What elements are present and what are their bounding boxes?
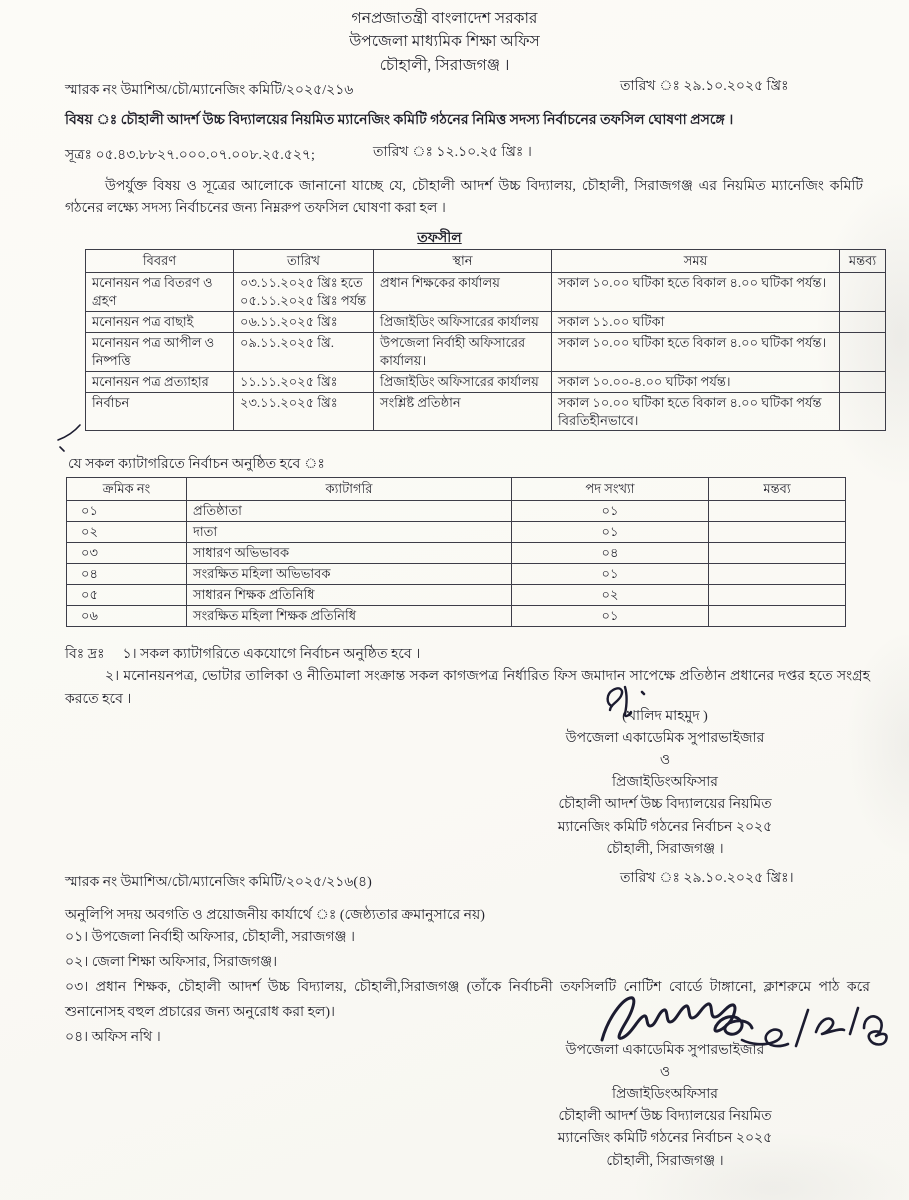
table-cell: ০২ bbox=[67, 521, 187, 542]
table-cell: প্রিজাইডিং অফিসারের কার্যালয় bbox=[374, 311, 552, 332]
table-cell: সংশ্লিষ্ট প্রতিষ্ঠান bbox=[374, 392, 552, 431]
category-table-header-row bbox=[67, 478, 846, 501]
table-cell: ০১ bbox=[512, 605, 709, 626]
table-cell: ০১ bbox=[67, 500, 187, 521]
column-header: ক্রমিক নং bbox=[67, 478, 187, 501]
letterhead-line-office: উপজেলা মাধ্যমিক শিক্ষা অফিস bbox=[349, 33, 540, 51]
signatory-title-line: চৌহালী, সিরাজগঞ্জ । bbox=[606, 841, 724, 857]
table-cell: ২৩.১১.২০২৫ খ্রিঃ bbox=[234, 392, 374, 431]
table-row bbox=[67, 584, 846, 605]
table-cell: সকাল ১০.০০-৪.০০ ঘটিকা পর্যন্ত। bbox=[552, 371, 840, 392]
table-cell: ০৯.১১.২০২৫ খ্রি. bbox=[234, 332, 374, 371]
schedule-table-header-row bbox=[86, 250, 886, 273]
signatory-title-line: ও bbox=[659, 1065, 671, 1081]
reference-date: তারিখ ঃ ১২.১০.২৫ খ্রিঃ । bbox=[373, 145, 532, 160]
table-cell: সংরক্ষিত মহিলা শিক্ষক প্রতিনিধি bbox=[187, 605, 512, 626]
table-row bbox=[86, 392, 886, 431]
column-header: স্থান bbox=[374, 250, 552, 273]
table-cell bbox=[840, 272, 886, 311]
body-paragraph: উপর্যুক্ত বিষয় ও সূত্রের আলোকে জানানো যাচ্ছে যে, চৌহালী আদর্শ উচ্চ বিদ্যালয়, চৌহালী, সিরাজগঞ্জ এর নিয়মিত ম্যানেজিং কমিটি গঠনের লক্ষ্যে সদস্য নির্বাচনের জন্য নিম্নরুপ তফসিল ঘোষণা করা হল । bbox=[65, 179, 863, 216]
schedule-table-title: তফসীল bbox=[417, 231, 462, 246]
column-header: তারিখ bbox=[234, 250, 374, 273]
schedule-table bbox=[85, 249, 886, 431]
table-cell: ০১ bbox=[512, 521, 709, 542]
table-cell bbox=[709, 605, 846, 626]
table-cell: ০২ bbox=[512, 584, 709, 605]
table-cell: সকাল ১০.০০ ঘটিকা হতে বিকাল ৪.০০ ঘটিকা পর্যন্ত বিরতিহীনভাবে। bbox=[552, 392, 840, 431]
table-cell bbox=[840, 311, 886, 332]
table-cell: মনোনয়ন পত্র আপীল ও নিষ্পত্তি bbox=[86, 332, 234, 371]
memo-number-1: স্মারক নং উমাশিঅ/চৌ/ম্যানেজিং কমিটি/২০২৫/২১৬ bbox=[65, 83, 354, 98]
table-row bbox=[86, 371, 886, 392]
column-header: মন্তব্য bbox=[709, 478, 846, 501]
table-cell: মনোনয়ন পত্র প্রত্যাহার bbox=[86, 371, 234, 392]
table-cell bbox=[840, 332, 886, 371]
table-cell: প্রতিষ্ঠাতা bbox=[187, 500, 512, 521]
letterhead bbox=[0, 7, 889, 77]
table-cell: প্রিজাইডিং অফিসারের কার্যালয় bbox=[374, 371, 552, 392]
table-cell: নির্বাচন bbox=[86, 392, 234, 431]
table-cell bbox=[709, 563, 846, 584]
table-cell bbox=[709, 542, 846, 563]
table-cell bbox=[709, 584, 846, 605]
cc-item: ০২। জেলা শিক্ষা অফিসার, সিরাজগঞ্জ। bbox=[65, 954, 278, 970]
signatory-title-line: উপজেলা একাডেমিক সুপারভাইজার bbox=[565, 1043, 765, 1058]
table-cell: প্রধান শিক্ষকের কার্যালয় bbox=[374, 272, 552, 311]
table-cell: ০১ bbox=[512, 563, 709, 584]
table-cell: উপজেলা নির্বাহী অফিসারের কার্যালয়। bbox=[374, 332, 552, 371]
table-cell: ১১.১১.২০২৫ খ্রিঃ bbox=[234, 371, 374, 392]
letterhead-line-location: চৌহালী, সিরাজগঞ্জ । bbox=[379, 56, 510, 74]
signatory-title-line: চৌহালী, সিরাজগঞ্জ । bbox=[606, 1153, 724, 1169]
table-row bbox=[86, 311, 886, 332]
table-cell: সাধারন শিক্ষক প্রতিনিধি bbox=[187, 584, 512, 605]
cc-item: ০১। উপজেলা নির্বাহী অফিসার, চৌহালী, সরাজগঞ্জ । bbox=[65, 930, 355, 945]
table-cell: ০১ bbox=[512, 500, 709, 521]
table-cell: সংরক্ষিত মহিলা অভিভাবক bbox=[187, 563, 512, 584]
table-cell bbox=[840, 371, 886, 392]
memo-number-2: স্মারক নং উমাশিঅ/চৌ/ম্যানেজিং কমিটি/২০২৫/২১৬(৪) bbox=[65, 875, 372, 890]
column-header: সময় bbox=[552, 250, 840, 273]
reference-number: সূত্রঃ ০৫.৪৩.৮৮২৭.০০০.০৭.০০৮.২৫.৫২৭; bbox=[65, 148, 315, 163]
letterhead-line-government: গনপ্রজাতন্ত্রী বাংলাদেশ সরকার bbox=[351, 10, 538, 27]
subject-line: বিষয় ঃ চৌহালী আদর্শ উচ্চ বিদ্যালয়ের নিয়মিত ম্যানেজিং কমিটি গঠনের নিমিত্ত সদস্য নির্বাচনের তফসিল ঘোষণা প্রসঙ্গে । bbox=[65, 113, 734, 128]
notes-label: বিঃ দ্রঃ bbox=[65, 647, 105, 662]
category-table-body bbox=[67, 500, 846, 626]
category-table bbox=[66, 477, 846, 627]
table-cell: ০৫ bbox=[67, 584, 187, 605]
table-row bbox=[67, 521, 846, 542]
note-1: বিঃ দ্রঃ ১। সকল ক্যাটাগরিতে একযোগে নির্বাচন অনুষ্ঠিত হবে । bbox=[65, 647, 421, 662]
table-cell: ০৪ bbox=[512, 542, 709, 563]
memo-date-2: তারিখ ঃ ২৯.১০.২০২৫ খ্রিঃ। bbox=[620, 871, 794, 886]
cc-heading: অনুলিপি সদয় অবগতি ও প্রয়োজনীয় কার্যার্থে ঃ (জেষ্ঠ্যতার ক্রমানুসারে নয়) bbox=[65, 908, 485, 923]
signatory-titles bbox=[495, 728, 835, 861]
table-row bbox=[67, 500, 846, 521]
table-row bbox=[86, 332, 886, 371]
schedule-table-body bbox=[86, 272, 886, 431]
table-cell: সকাল ১১.০০ ঘটিকা bbox=[552, 311, 840, 332]
table-cell: ০৪ bbox=[67, 563, 187, 584]
table-cell: মনোনয়ন পত্র বাছাই bbox=[86, 311, 234, 332]
signatory-title-line: উপজেলা একাডেমিক সুপারভাইজার bbox=[565, 731, 765, 747]
column-header: পদ সংখ্যা bbox=[512, 478, 709, 501]
column-header: ক্যাটাগরি bbox=[187, 478, 512, 501]
table-row bbox=[67, 563, 846, 584]
cc-item: ০৪। অফিস নথি । bbox=[65, 1029, 161, 1045]
table-cell: ০৬.১১.২০২৫ খ্রিঃ bbox=[234, 311, 374, 332]
table-cell: সাধারণ অভিভাবক bbox=[187, 542, 512, 563]
table-cell: দাতা bbox=[187, 521, 512, 542]
signatory-title-line: প্রিজাইডিংঅফিসার bbox=[611, 775, 719, 791]
table-cell: সকাল ১০.০০ ঘটিকা হতে বিকাল ৪.০০ ঘটিকা পর্যন্ত। bbox=[552, 332, 840, 371]
table-cell bbox=[709, 500, 846, 521]
table-cell bbox=[840, 392, 886, 431]
signatory-title-line: চৌহালী আদর্শ উচ্চ বিদ্যালয়ের নিয়মিত bbox=[558, 1109, 772, 1125]
table-cell: ০৩ bbox=[67, 542, 187, 563]
table-cell: ০৬ bbox=[67, 605, 187, 626]
signature-icon bbox=[592, 988, 892, 1071]
note-2: ২। মনোনয়নপত্র, ভোটার তালিকা ও নীতিমালা সংক্রান্ত সকল কাগজপত্র নির্ধারিত ফিস জমাদান সাপেক্ষে প্রতিষ্ঠান প্রধানের দপ্তর হতে সংগ্রহ করতে হবে । bbox=[65, 669, 870, 707]
notes-section bbox=[65, 644, 870, 711]
signatory-title-line: ম্যানেজিং কমিটি গঠনের নির্বাচন ২০২৫ bbox=[557, 1131, 773, 1147]
signatory-title-line: ম্যানেজিং কমিটি গঠনের নির্বাচন ২০২৫ bbox=[557, 819, 773, 835]
table-cell: মনোনয়ন পত্র বিতরণ ও গ্রহণ bbox=[86, 272, 234, 311]
table-row bbox=[67, 605, 846, 626]
table-row bbox=[86, 272, 886, 311]
signatory-title-line: চৌহালী আদর্শ উচ্চ বিদ্যালয়ের নিয়মিত bbox=[558, 797, 772, 813]
table-cell: সকাল ১০.০০ ঘটিকা হতে বিকাল ৪.০০ ঘটিকা পর্যন্ত। bbox=[552, 272, 840, 311]
signatory-title-line: ও bbox=[659, 753, 671, 769]
column-header: মন্তব্য bbox=[840, 250, 886, 273]
category-section-heading: যে সকল ক্যাটাগরিতে নির্বাচন অনুষ্ঠিত হবে ঃ bbox=[68, 457, 325, 472]
table-row bbox=[67, 542, 846, 563]
column-header: বিবরণ bbox=[86, 250, 234, 273]
table-cell: ০৩.১১.২০২৫ খ্রিঃ হতে ০৫.১১.২০২৫ খ্রিঃ পর্যন্ত bbox=[234, 272, 374, 311]
signatory-name: (খালিদ মাহমুদ ) bbox=[622, 709, 708, 724]
memo-date-1: তারিখ ঃ ২৯.১০.২০২৫ খ্রিঃ bbox=[620, 79, 789, 94]
signatory-block-1 bbox=[495, 706, 835, 861]
reference-row bbox=[65, 143, 885, 167]
table-cell bbox=[709, 521, 846, 542]
cc-item: ০৩। প্রধান শিক্ষক, চৌহালী আদর্শ উচ্চ বিদ্যালয়, চৌহালী,সিরাজগঞ্জ (তাঁকে নির্বাচনী তফসিলটি নোটিশ বোর্ডে টাঙ্গানো, ক্লাশরুমে পাঠ করে শুনানোসহ বহুল প্রচারের জন্য অনুরোধ করা হল)। bbox=[65, 979, 870, 1020]
signatory-title-line: প্রিজাইডিংঅফিসার bbox=[611, 1087, 719, 1103]
